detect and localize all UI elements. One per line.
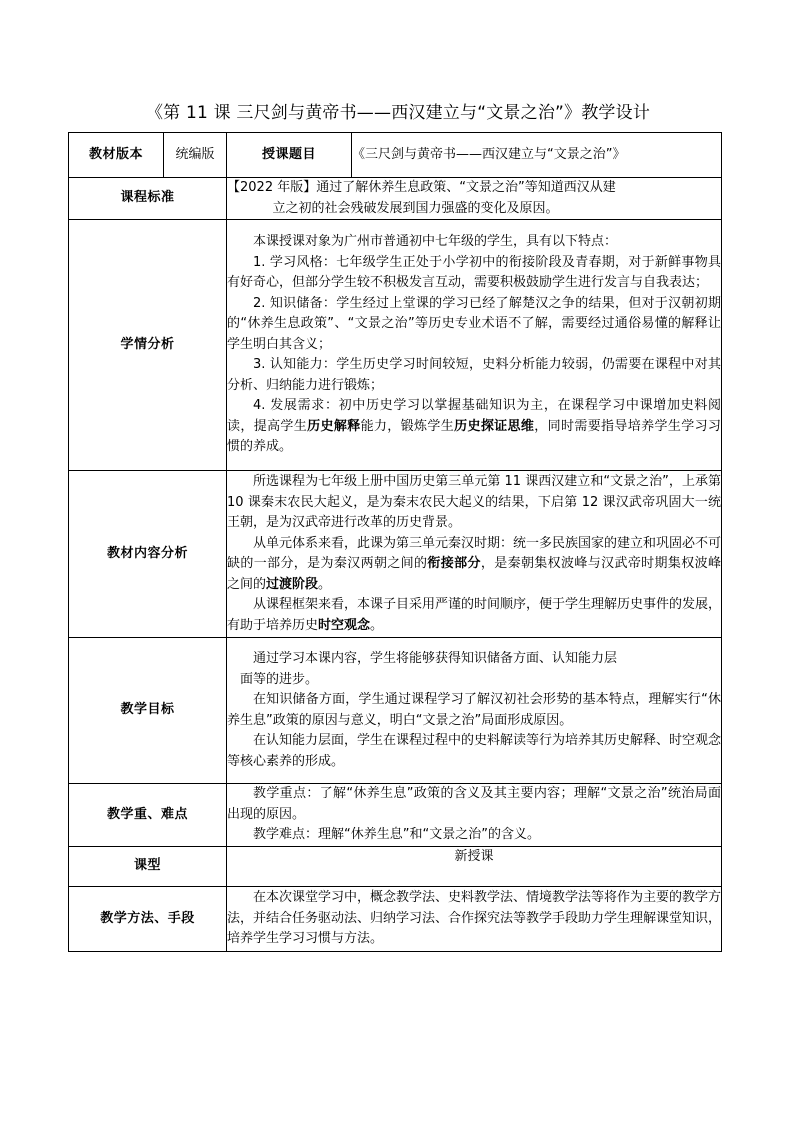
standard-line-2: 立之初的社会残破发展到国力强盛的变化及原因。	[272, 200, 559, 216]
methods-label: 教学方法、手段	[69, 887, 227, 952]
lesson-type-label: 课型	[69, 847, 227, 887]
header-row	[69, 133, 722, 178]
learner-row	[69, 220, 722, 471]
learner-point-1: 1. 学习风格：七年级学生正处于小学初中的衔接阶段及青春期，对于新鲜事物具有好奇心，但部分学生较不积极发言互动，需要积极鼓励学生进行发言与自我表达；	[227, 254, 721, 291]
page-title: 《第 11 课 三尺剑与黄帝书——西汉建立与“文景之治”》教学设计	[145, 103, 651, 123]
lesson-type-content	[227, 847, 722, 887]
standard-line-1: 【2022 年版】通过了解休养生息政策、“文景之治”等知道西汉从建	[227, 180, 616, 195]
standard-content	[227, 178, 722, 220]
learner-label: 学情分析	[69, 220, 227, 471]
lesson-plan-table	[68, 132, 722, 952]
key-points-difficulty: 教学难点：理解“休养生息”和“文景之治”的含义。	[253, 827, 540, 843]
standard-label: 课程标准	[69, 178, 227, 220]
standard-tag: 【2022 年版】	[227, 180, 317, 195]
lesson-type-row	[69, 847, 722, 887]
objectives-content	[227, 638, 722, 784]
learner-point-2: 2. 知识储备：学生经过上堂课的学习已经了解楚汉之争的结果，但对于汉朝初期的“休养生息政策”、“文景之治”等历史专业术语不了解，需要经过通俗易懂的解释让学生明白其含义；	[227, 295, 721, 352]
methods-content	[227, 887, 722, 952]
learner-point-3: 3. 认知能力：学生历史学习时间较短，史料分析能力较弱，仍需要在课程中对其分析、归纳能力进行锻炼；	[227, 357, 721, 393]
content-analysis-para-2: 从单元体系来看，此课为第三单元秦汉时期：统一多民族国家的建立和巩固必不可缺的一部分，是为秦汉两朝之间的衔接部分，是秦朝集权波峰与汉武帝时期集权波峰之间的过渡阶段。	[227, 535, 722, 592]
edition-value: 统编版	[164, 133, 227, 178]
content-analysis-para-3: 从课程框架来看，本课子目采用严谨的时间顺序，便于学生理解历史事件的发展，有助于培养历史时空观念。	[227, 597, 722, 633]
objectives-para-1a: 通过学习本课内容，学生将能够获得知识储备方面、认知能力层	[253, 651, 618, 666]
learner-intro: 本课授课对象为广州市普通初中七年级的学生，具有以下特点：	[253, 234, 618, 250]
topic-value: 《三尺剑与黄帝书——西汉建立与“文景之治”》	[352, 133, 722, 178]
content-analysis-label: 教材内容分析	[69, 471, 227, 638]
lesson-type-value: 新授课	[454, 849, 494, 864]
objectives-para-1b: 面等的进步。	[240, 671, 319, 687]
objectives-label: 教学目标	[69, 638, 227, 784]
methods-row	[69, 887, 722, 952]
methods-para: 在本次课堂学习中，概念教学法、史料教学法、情境教学法等将作为主要的教学方法，并结合任务驱动法、归纳学习法、合作探究法等教学手段助力学生理解课堂知识，培养学生学习习惯与方法。	[227, 890, 722, 947]
content-analysis-content	[227, 471, 722, 638]
key-points-focus: 教学重点：了解“休养生息”政策的含义及其主要内容；理解“文景之治”统治局面出现的原因。	[227, 786, 721, 822]
objectives-row	[69, 638, 722, 784]
topic-label: 授课题目	[227, 133, 352, 178]
objectives-para-3: 在认知能力层面，学生在课程过程中的史料解读等行为培养其历史解释、时空观念等核心素养的形成。	[227, 733, 722, 769]
key-points-row	[69, 784, 722, 847]
key-points-content	[227, 784, 722, 847]
learner-point-4: 4. 发展需求：初中历史学习以掌握基础知识为主，在课程学习中课增加史料阅读，提高学生历史解释能力，锻炼学生历史探证思维，同时需要指导培养学生学习习惯的养成。	[227, 398, 721, 455]
objectives-para-2: 在知识储备方面，学生通过课程学习了解汉初社会形势的基本特点，理解实行“休养生息”政策的原因与意义，明白“文景之治”局面形成原因。	[227, 692, 721, 728]
content-analysis-para-1: 所选课程为七年级上册中国历史第三单元第 11 课西汉建立和“文景之治”，上承第 10 课秦末农民大起义，是为秦末农民大起义的结果，下启第 12 课汉武帝巩固大一统王朝，是为汉武帝进行改革的历史背景。	[227, 474, 721, 530]
standard-row	[69, 178, 722, 220]
learner-content	[227, 220, 722, 471]
content-analysis-row	[69, 471, 722, 638]
edition-label: 教材版本	[69, 133, 164, 178]
key-points-label: 教学重、难点	[69, 784, 227, 847]
